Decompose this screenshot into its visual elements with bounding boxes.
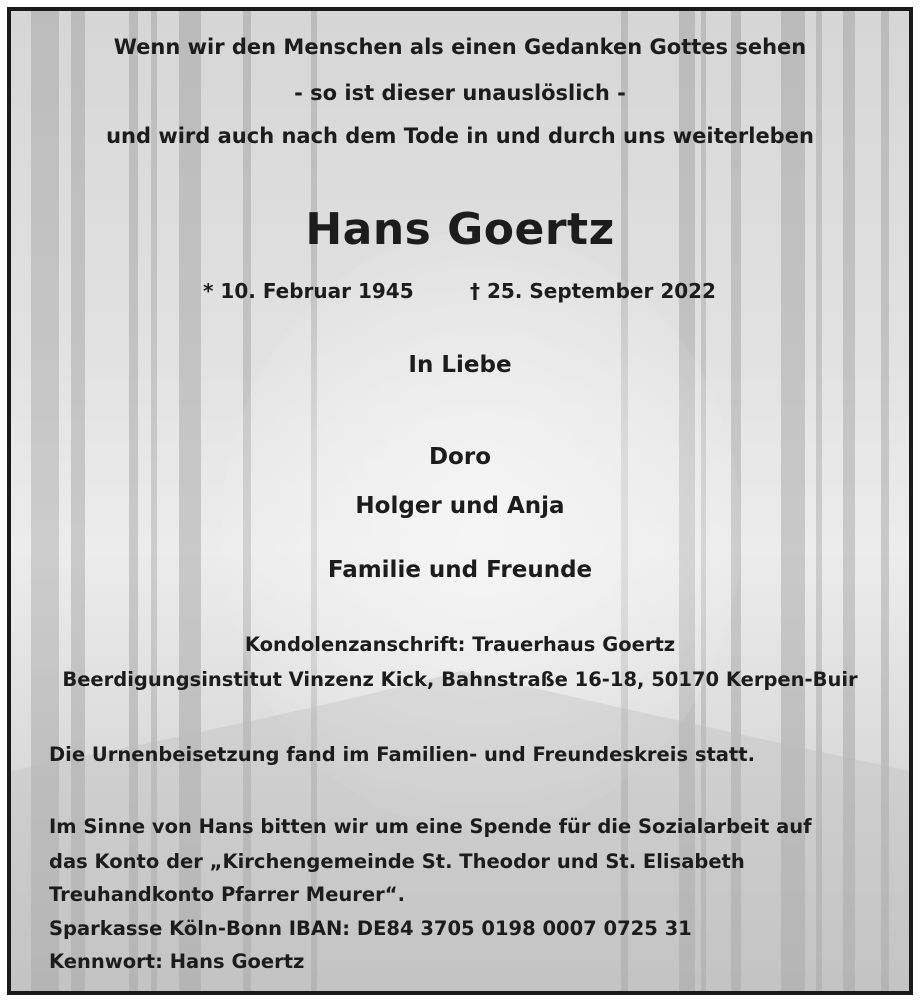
donation-line: das Konto der „Kirchengemeinde St. Theodor und St. Elisabeth bbox=[49, 850, 745, 873]
donation-line: Im Sinne von Hans bitten wir um eine Spende für die Sozialarbeit auf bbox=[49, 815, 812, 838]
mourner-name: Familie und Freunde bbox=[327, 557, 593, 583]
death-date: † 25. September 2022 bbox=[470, 279, 716, 303]
donation-keyword: Kennwort: Hans Goertz bbox=[49, 950, 305, 973]
motto-line-3: und wird auch nach dem Tode in und durch uns weiterleben bbox=[106, 124, 814, 148]
bank-details: Sparkasse Köln-Bonn IBAN: DE84 3705 0198 0007 0725 31 bbox=[49, 917, 692, 940]
mourner-name: Doro bbox=[428, 444, 492, 470]
donation-line: Treuhandkonto Pfarrer Meurer“. bbox=[49, 883, 405, 906]
birth-date: * 10. Februar 1945 bbox=[203, 279, 414, 303]
motto-line-2: - so ist dieser unauslöslich - bbox=[294, 81, 626, 105]
burial-note: Die Urnenbeisetzung fand im Familien- und Freundeskreis statt. bbox=[49, 743, 755, 766]
funeral-home-address: Beerdigungsinstitut Vinzenz Kick, Bahnstraße 16-18, 50170 Kerpen-Buir bbox=[62, 668, 858, 691]
condolence-address: Kondolenzanschrift: Trauerhaus Goertz bbox=[244, 633, 676, 656]
motto-line-1: Wenn wir den Menschen als einen Gedanken Gottes sehen bbox=[113, 35, 807, 59]
obituary-notice bbox=[7, 7, 913, 995]
in-love-intro: In Liebe bbox=[408, 352, 512, 378]
deceased-name: Hans Goertz bbox=[305, 204, 615, 255]
mourner-name: Holger und Anja bbox=[355, 493, 565, 519]
